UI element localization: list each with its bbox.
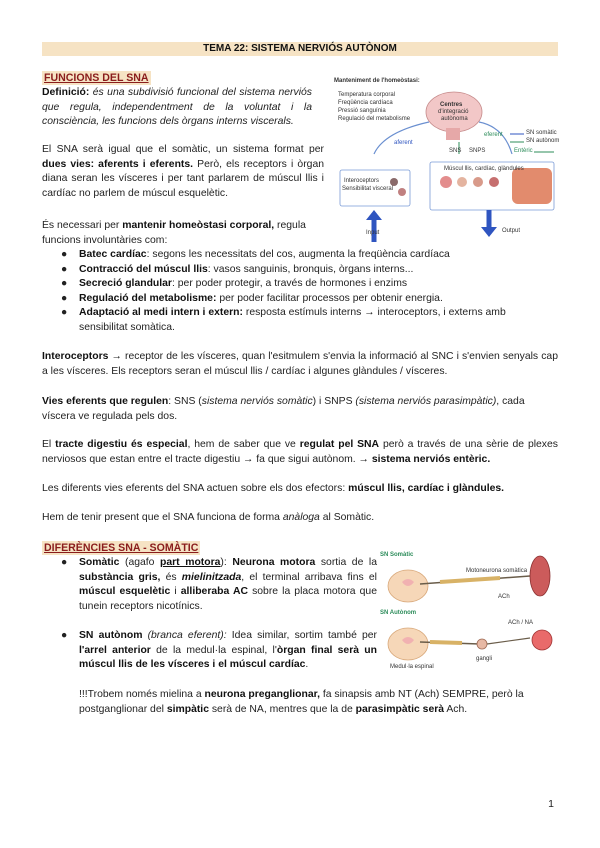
organ-icon [489, 177, 499, 187]
homeostasis-item: Regulació del metabolisme [338, 116, 411, 122]
paragraph-efectors: Les diferents vies eferents del SNA actuen sobre els dos efectors: múscul llis, cardíac i glàndules. [42, 483, 505, 494]
section-heading-funcions: FUNCIONS DEL SNA [44, 72, 149, 84]
postganglionic-line [487, 638, 530, 644]
gland-icon [473, 177, 483, 187]
paragraph-analoga: Hem de tenir present que el SNA funciona de forma anàloga al Somàtic. [42, 512, 375, 523]
brain-label: Centres [440, 102, 463, 108]
lung-small-icon [398, 188, 406, 196]
eferent-label: eferent [484, 132, 503, 138]
myelin-sheath [440, 578, 500, 582]
input-arrowhead [366, 210, 382, 220]
medulla-label: Medul·la espinal [390, 664, 434, 670]
enteric-label: Entèric [514, 148, 533, 154]
interoceptors-label: Interoceptors [344, 178, 380, 184]
homeostasis-item: Freqüència cardíaca [338, 100, 393, 106]
brainstem-icon [446, 128, 460, 140]
homeostasis-diagram [334, 78, 560, 242]
preganglionic-myelin [430, 642, 462, 643]
list-item: ● Batec cardíac: segons les necessitats del cos, augmenta la freqüència cardíaca [61, 249, 450, 260]
paragraph-vies-eferents: Vies eferents que regulen: SNS (sistema nerviós somàtic) i SNPS (sistema nerviós parasimpàtic), cada víscera ve regulada pels dos. [42, 396, 525, 422]
legend-somatic: SN somàtic [526, 130, 557, 136]
eye-icon [390, 178, 398, 186]
lung-icon [457, 177, 467, 187]
heart-target-icon [532, 630, 552, 650]
homeostasis-box-title: Manteniment de l'homeòstasi: [334, 78, 420, 84]
list-item: ● Contracció del múscul llis: vasos sanguinis, bronquis, òrgans interns... [61, 263, 414, 275]
paragraph-vies: El SNA serà igual que el somàtic, un sistema format per dues vies: aferents i eferents. Però, els receptors i òrgan diana seran les vísceres i per tant parlarem de múscul llis i cardíac no parlem de múscul esquelètic. [42, 144, 325, 199]
list-item: ● Secreció glandular: per poder protegir, a través de hormones i enzims [61, 278, 408, 290]
interoceptors-label: Sensibilitat visceral [342, 186, 394, 192]
paragraph-homeostasi: És necessari per mantenir homeòstasi corporal, regula funcions involuntàries com: [42, 220, 306, 246]
paragraph-mielina: !!!Trobem només mielina a neurona preganglionar, fa sinapsis amb NT (Ach) SEMPRE, però la postganglionar del simpàtic serà de NA, mentres que la de parasimpàtic serà Ach. [79, 689, 524, 715]
aferent-label: aferent [394, 140, 413, 146]
ach-na-label: ACh / NA [508, 620, 534, 626]
gangli-label: gangli [476, 656, 493, 662]
list-item: ● Regulació del metabolisme: per poder facilitar processos per obtenir energia. [61, 292, 443, 304]
somatic-label: SN Somàtic [380, 552, 414, 558]
skeletal-muscle-icon [530, 556, 550, 596]
homeostasis-item: Pressió sanguínia [338, 108, 386, 114]
ganglion-icon [477, 639, 487, 649]
paragraph-interoceptors: Interoceptors → receptor de les vísceres, quan l'esitmulem s'envia la informació al SNC i s'envien senyals cap a les vísceres. Els receptors seran el múscul llis / cardíac i algunes glàndules / vísceres. [42, 351, 558, 377]
function-list [61, 248, 557, 336]
legend-autonom: SN autònom [526, 138, 560, 144]
definition-paragraph: Definició: és una subdivisió funcional del sistema nerviós que regula, independentment de la voluntat i la consciència, les funcions dels òrgans interns viscerals. [42, 87, 312, 128]
bullet-somatic: ● Somàtic (agafo part motora): Neurona motora sortia de la substància gris, és mielinitzada, el terminal arribava fins el múscul esquelètic i alliberaba AC sobre la placa motora que tunein receptors nicotínics. [61, 557, 378, 612]
snps-label: SNPS [469, 148, 486, 154]
list-item: ● Adaptació al medi intern i extern: resposta estímuls interns → interoceptors, i externs amb sensibilitat somàtica. [61, 307, 506, 333]
homeostasis-item: Temperatura corporal [338, 92, 396, 98]
paragraph-tracte-digestiu: El tracte digestiu és especial, hem de saber que ve regulat pel SNA però a través de una sèrie de plexes nerviosos que estan entre el tracte digestiu → fa que sigui autònom. → sistema nerviós entèric. [42, 439, 558, 465]
motoneuron-label: Motoneurona somàtica [466, 568, 528, 574]
input-label: Input [366, 230, 380, 236]
organs-label: Múscul llis, cardíac, glàndules [444, 166, 524, 172]
somatic-autonom-figure [380, 552, 558, 672]
muscle-icon [512, 168, 552, 204]
section-heading-diferencies: DIFERÈNCIES SNA - SOMÀTIC [44, 542, 199, 554]
output-arrowhead [481, 227, 497, 237]
heart-icon [440, 176, 452, 188]
autonom-label: SN Autònom [380, 610, 417, 616]
page-number: 1 [548, 798, 554, 810]
output-label: Output [502, 228, 521, 234]
document-title: TEMA 22: SISTEMA NERVIÓS AUTÒNOM [42, 42, 558, 56]
sns-label: SNS [449, 148, 462, 154]
brain-label: autònoma [441, 116, 468, 122]
aferent-arrow [374, 122, 429, 154]
bullet-sn-autonom: ● SN autònom (branca eferent): Idea similar, sortim també per l'arrel anterior de la medul·la espinal, l'òrgan final serà un múscul llis de les vísceres i el múscul cardíac. [61, 630, 378, 671]
brain-label: d'integració [438, 109, 469, 115]
ach-label: ACh [498, 594, 510, 600]
